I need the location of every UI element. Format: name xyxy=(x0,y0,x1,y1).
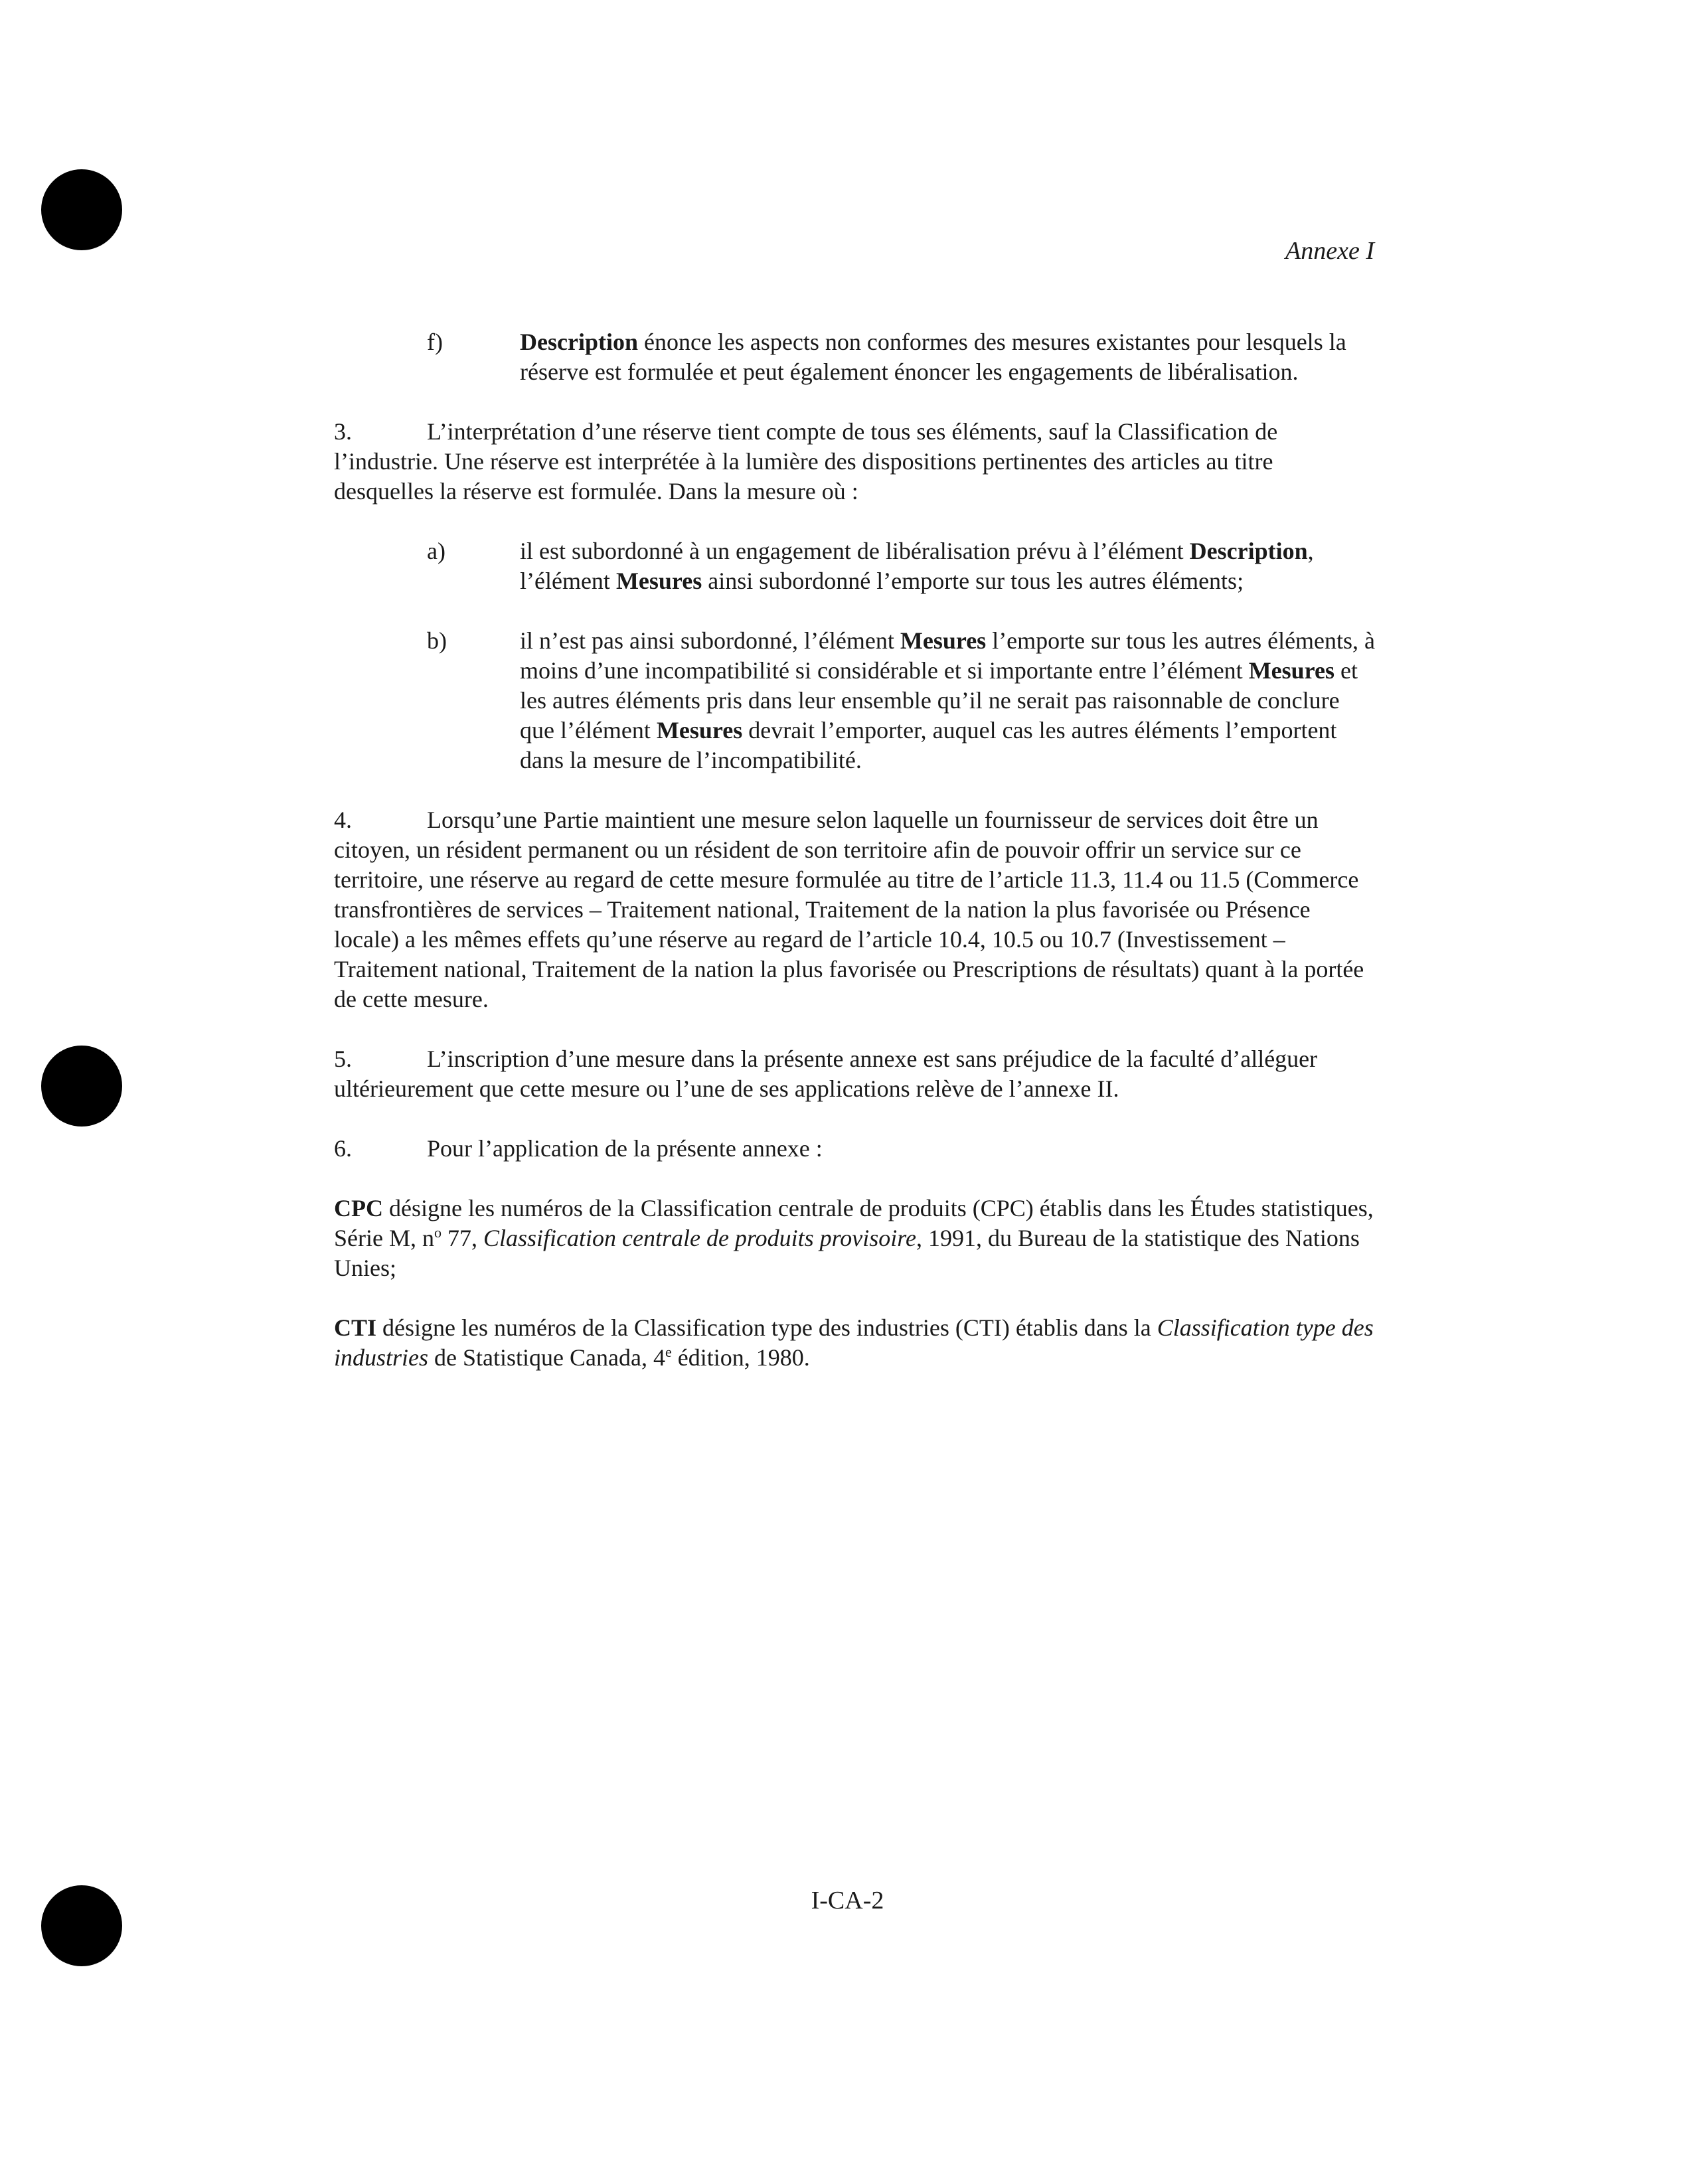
item-b-term-mesures-1: Mesures xyxy=(900,627,987,654)
item-b-term-mesures-3: Mesures xyxy=(656,717,743,743)
paragraph-6-text: Pour l’application de la présente annexe : xyxy=(427,1135,823,1162)
paragraph-5-number: 5. xyxy=(334,1046,352,1072)
paragraph-5 xyxy=(334,1044,1378,1104)
paragraph-3 xyxy=(334,417,1378,507)
definition-cti-superscript: e xyxy=(665,1344,672,1360)
item-a-text-1: il est subordonné à un engagement de libéralisation prévu à l’élément xyxy=(520,538,1190,564)
definition-cti-title: Classification type des industries xyxy=(334,1314,1374,1371)
item-a-text-2: , l’élément xyxy=(520,538,1314,594)
definition-cpc-text-1: désigne les numéros de la Classification centrale de produits (CPC) établis dans les Études statistiques, Série M, n xyxy=(334,1195,1374,1251)
page-number: I-CA-2 xyxy=(811,1887,884,1914)
punch-hole-middle xyxy=(41,1046,122,1127)
definition-cpc-text-3: , 1991, du Bureau de la statistique des Nations Unies; xyxy=(334,1225,1360,1281)
definition-cti-text-2: de Statistique Canada, 4 xyxy=(428,1344,665,1371)
definition-cti-text-3: édition, 1980. xyxy=(671,1344,810,1371)
definition-cti xyxy=(334,1313,1378,1373)
item-b-text-2: l’emporte sur tous les autres éléments, à moins d’une incompatibilité si considérable et si importante entre l’élément xyxy=(520,627,1376,684)
paragraph-4-number: 4. xyxy=(334,807,352,833)
document-body xyxy=(334,327,1378,1373)
item-a-term-description: Description xyxy=(1189,538,1308,564)
definition-cpc-term: CPC xyxy=(334,1195,383,1221)
definition-cpc-superscript: o xyxy=(434,1224,442,1241)
item-b-text-1: il n’est pas ainsi subordonné, l’élément xyxy=(520,627,900,654)
item-f-label: f) xyxy=(427,329,443,355)
annex-label: Annexe I xyxy=(1285,237,1374,265)
item-f xyxy=(427,327,1378,387)
paragraph-3-text: L’interprétation d’une réserve tient compte de tous ses éléments, sauf la Classification de l’industrie. Une réserve est interprétée à la lumière des dispositions pertinentes des articles au titre desquelles la réserve est formulée. Dans la mesure où : xyxy=(334,418,1278,505)
item-a-term-mesures: Mesures xyxy=(615,568,702,594)
item-f-text: énonce les aspects non conformes des mesures existantes pour lesquels la réserve est formulée et peut également énoncer les engagements de libéralisation. xyxy=(520,329,1346,385)
item-f-term: Description xyxy=(520,329,638,355)
paragraph-6-number: 6. xyxy=(334,1135,352,1162)
item-b-term-mesures-2: Mesures xyxy=(1248,657,1334,684)
paragraph-5-text: L’inscription d’une mesure dans la présente annexe est sans préjudice de la faculté d’alléguer ultérieurement que cette mesure ou l’une de ses applications relève de l’annexe II. xyxy=(334,1046,1318,1102)
definition-cti-text-1: désigne les numéros de la Classification type des industries (CTI) établis dans la xyxy=(376,1314,1157,1341)
item-b-text-3: et les autres éléments pris dans leur ensemble qu’il ne serait pas raisonnable de conclure que l’élément xyxy=(520,657,1358,743)
definition-cpc-text-2: 77, xyxy=(441,1225,483,1251)
item-a xyxy=(427,536,1378,596)
item-a-text-3: ainsi subordonné l’emporte sur tous les autres éléments; xyxy=(702,568,1244,594)
punch-hole-top xyxy=(41,169,122,250)
definition-cpc xyxy=(334,1194,1378,1283)
item-a-label: a) xyxy=(427,538,445,564)
paragraph-4 xyxy=(334,805,1378,1014)
paragraph-4-text: Lorsqu’une Partie maintient une mesure selon laquelle un fournisseur de services doit être un citoyen, un résident permanent ou un résident de son territoire afin de pouvoir offrir un service sur ce territoire, une réserve au regard de cette mesure formulée au titre de l’article 11.3, 11.4 ou 11.5 (Commerce transfrontières de services – Traitement national, Traitement de la nation la plus favorisée ou Présence locale) a les mêmes effets qu’une réserve au regard de l’article 10.4, 10.5 ou 10.7 (Investissement – Traitement national, Traitement de la nation la plus favorisée ou Prescriptions de résultats) quant à la portée de cette mesure. xyxy=(334,807,1364,1012)
item-b xyxy=(427,626,1378,775)
definition-cpc-title: Classification centrale de produits provisoire xyxy=(483,1225,916,1251)
definition-cti-term: CTI xyxy=(334,1314,377,1341)
paragraph-6 xyxy=(334,1134,1378,1164)
item-b-text-4: devrait l’emporter, auquel cas les autres éléments l’emportent dans la mesure de l’incompatibilité. xyxy=(520,717,1337,773)
item-b-label: b) xyxy=(427,627,447,654)
paragraph-3-number: 3. xyxy=(334,418,352,445)
